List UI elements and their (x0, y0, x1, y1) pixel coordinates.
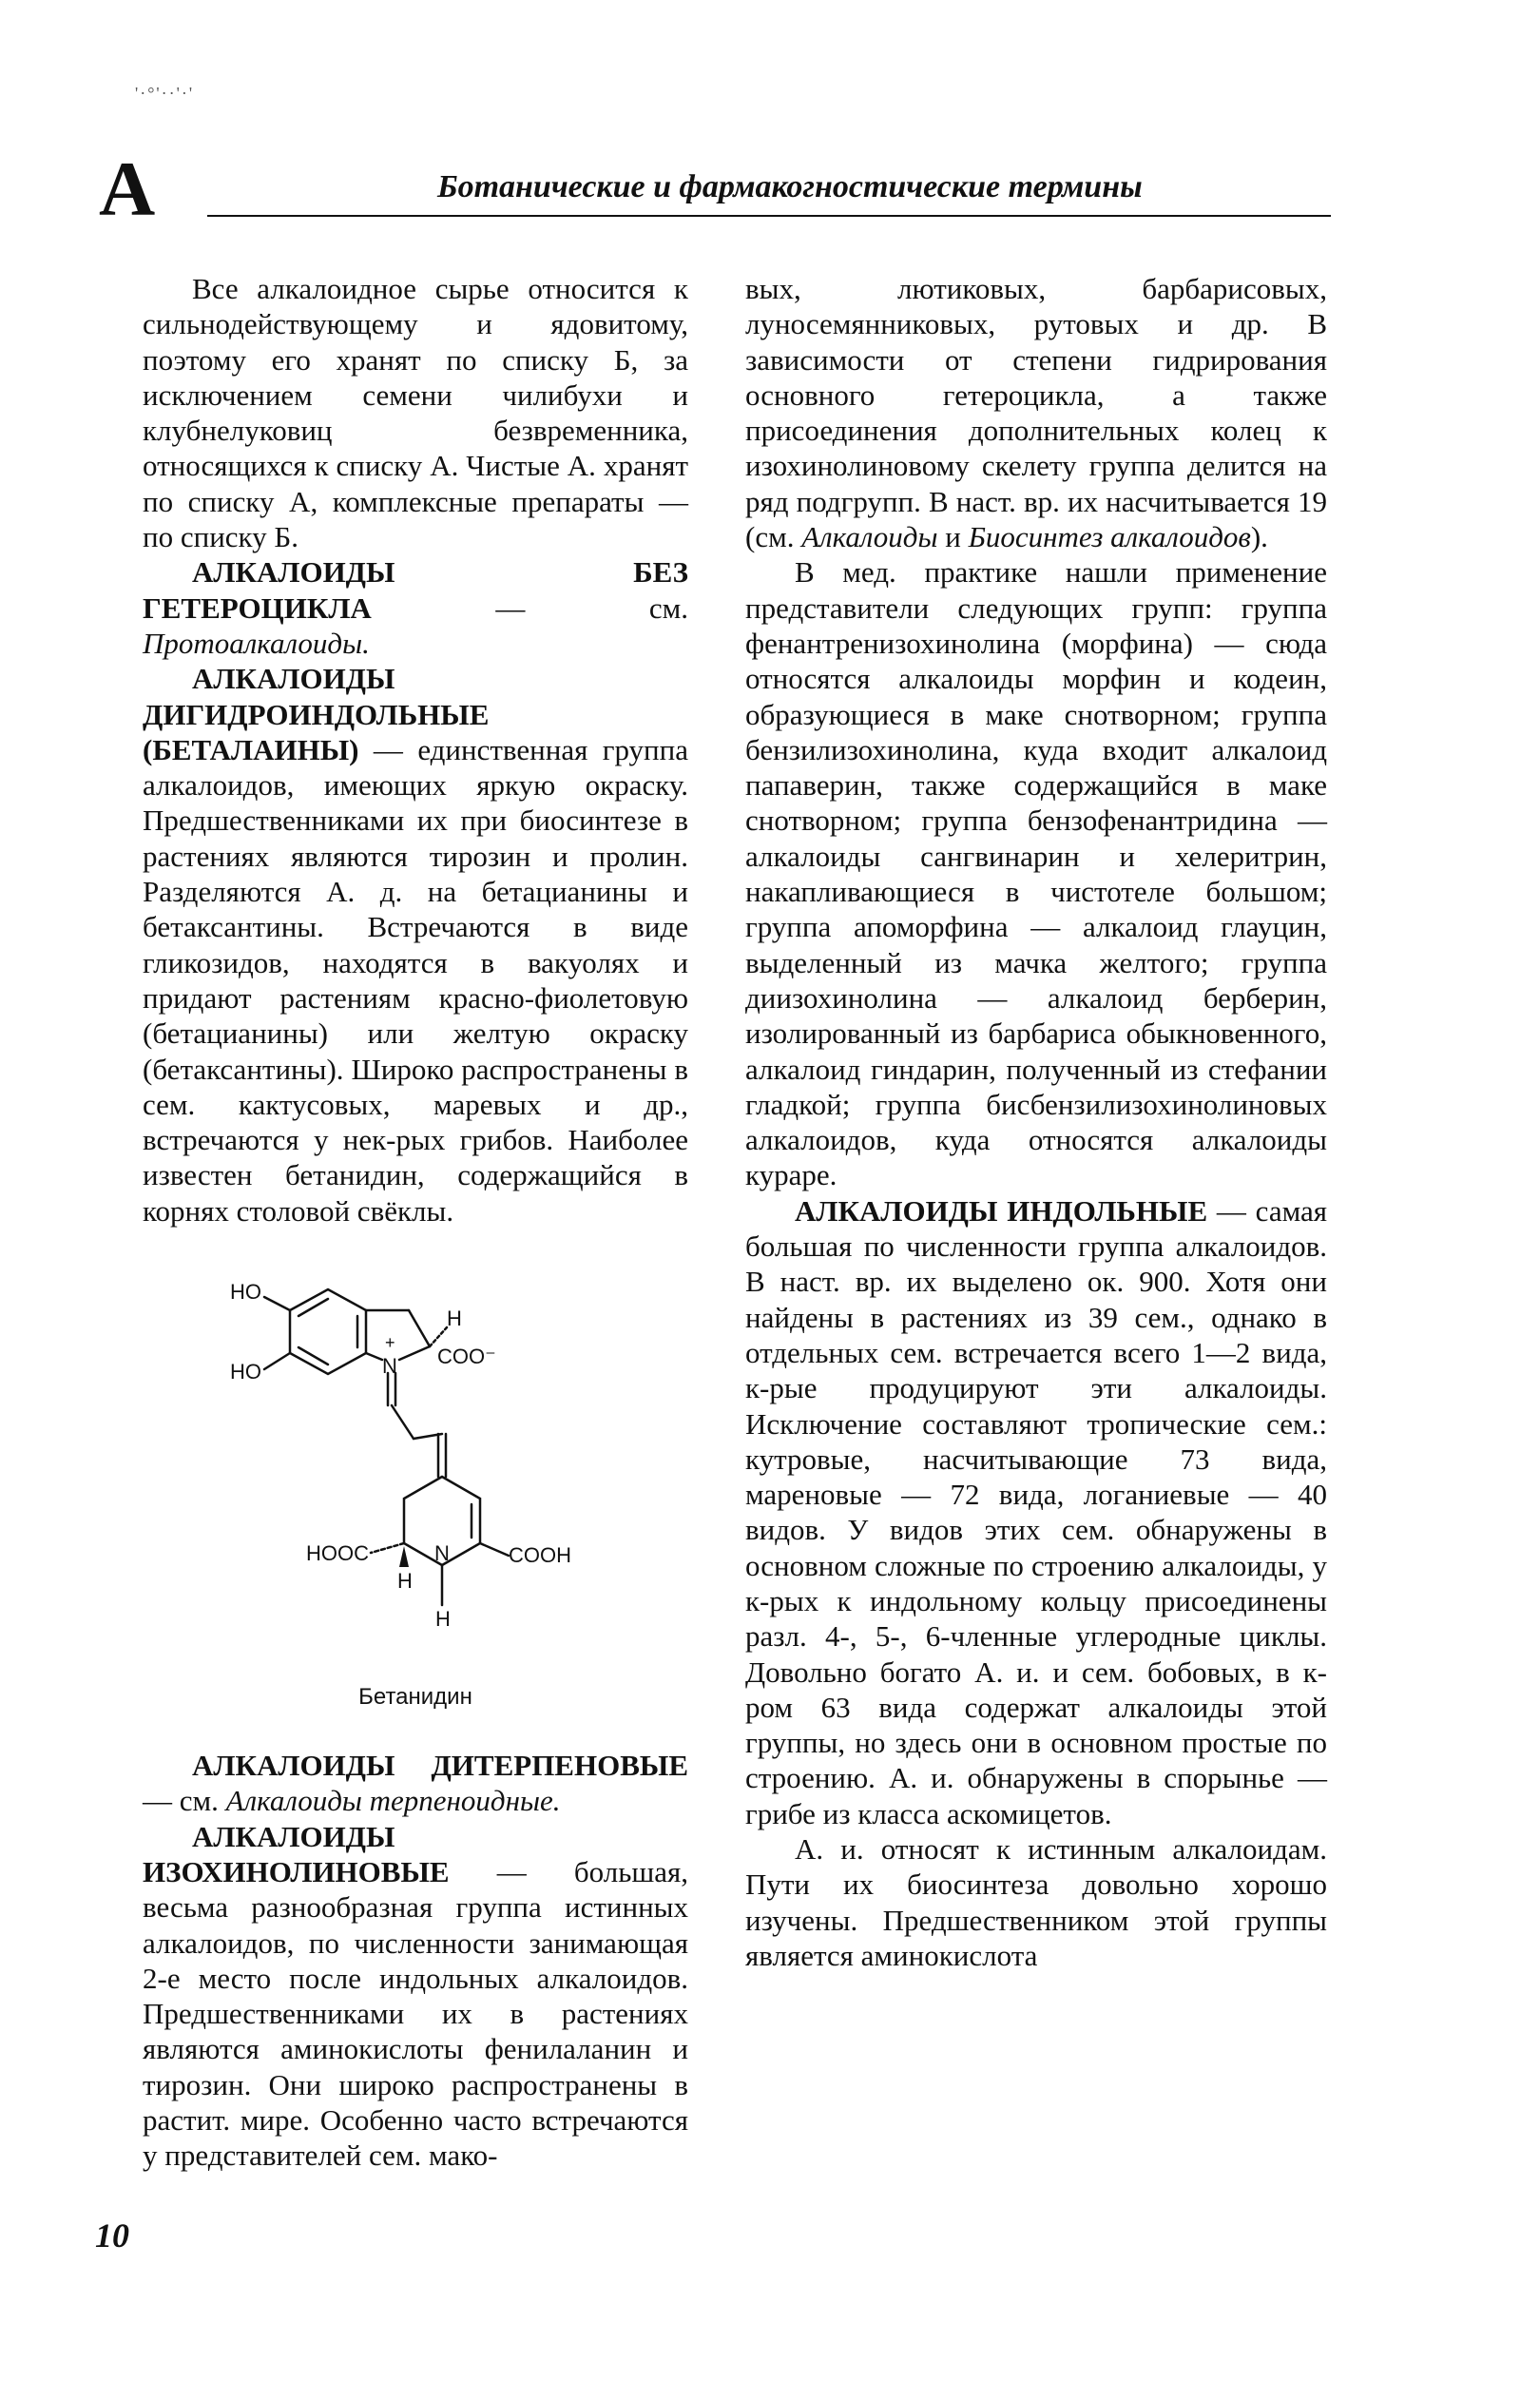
figure-caption: Бетанидин (358, 1684, 472, 1711)
charge-label: + (385, 1333, 395, 1353)
entry-term: АЛКАЛОИДЫ ИНДОЛЬНЫЕ (795, 1193, 1208, 1228)
cross-reference: Протоалкалоиды. (143, 626, 370, 660)
aromatic-double-bond (298, 1299, 328, 1316)
paragraph-text: вых, лютиковых, барбарисовых, луносемянниковых, рутовых и др. В зависимости от степени гидрирования основного гетероцикла, а также присоединения дополнительных колец к изохинолиновому скелету группа делится на ряд подгрупп. В наст. вр. их насчитывается 19 (см. (745, 272, 1327, 554)
hydrogen-label: H (397, 1569, 413, 1594)
hydrogen-label: H (447, 1306, 462, 1331)
betanidin-structure-figure (143, 1282, 688, 1748)
entry-text: — самая большая по численности группа алкалоидов. В наст. вр. их выделено ок. 900. Хотя они найдены в растениях из 39 сем., однако в отдельных сем. встречается всего 1—2 вида, к-рые продуцируют эти алкалоиды. Исключение составляют тропические сем.: кутровые, насчитывающие 73 вида, мареновые — 72 вида, логаниевые — 40 видов. У видов этих сем. обнаружены в основном сложные по строению алкалоиды, у к-рых к индольному кольцу присоединены разл. 4-, 5-, 6-членные углеродные циклы. Довольно богато А. и. и сем. бобовых, в к-ром 63 вида содержат алкалоиды этой группы, но здесь они в основном простые по строению. А. и. обнаружены в спорынье — грибе из класса аскомицетов. (745, 1193, 1327, 1830)
entry-diterpene-alkaloids (143, 1748, 688, 1819)
entry-term: АЛКАЛОИДЫ ДИГИДРОИНДОЛЬНЫЕ (БЕТАЛАИНЫ) (143, 662, 490, 766)
paragraph-medical-practice: В мед. практике нашли применение представители следующих групп: группа фенантренизохинолина (морфина) — сюда относятся алкалоиды морфин и кодеин, образующиеся в маке снотворном; группа бензилизохинолина, куда входит алкалоид папаверин, также содержащийся в маке снотворном; группа бензофенантридина — алкалоиды сангвинарин и хелеритрин, накапливающиеся в чистотеле большом; группа апоморфина — алкалоид глауцин, выделенный из мачка желтого; группа диизохинолина — алкалоид берберин, изолированный из барбариса обыкновенного, алкалоид гиндарин, полученный из стефании гладкой; группа бисбензилизохинолиновых алкалоидов, куда относятся алкалоиды кураре. (745, 555, 1327, 1192)
paragraph-text: и (937, 520, 969, 554)
betanidin-structure-diagram (219, 1282, 618, 1662)
hydroxyl-label: HO (230, 1360, 261, 1384)
entry-protoalkaloids (143, 554, 688, 661)
see-label: — см. (143, 1784, 226, 1818)
bond (399, 1346, 430, 1360)
bond (264, 1297, 290, 1310)
carboxyl-label: HOOC (306, 1541, 369, 1566)
aromatic-double-bond (298, 1347, 328, 1365)
bond (409, 1310, 430, 1346)
running-header-title: Ботанические и фармакогностические термины (437, 169, 1143, 204)
paragraph-biosynthesis: А. и. относят к истинным алкалоидам. Пути их биосинтеза довольно хорошо изучены. Предшественником этой группы является аминокислота (745, 1832, 1327, 1972)
bond (264, 1353, 290, 1369)
cross-reference: Алкалоиды (801, 520, 938, 554)
carboxylate-label: COO⁻ (437, 1345, 496, 1369)
wedge-bond (399, 1546, 409, 1567)
paragraph-isoquinoline-continued (745, 271, 1327, 554)
cross-reference: Биосинтез алкалоидов (968, 520, 1251, 554)
hashed-bond (371, 1543, 404, 1553)
paragraph-text: ). (1250, 520, 1268, 554)
hydrogen-label: H (435, 1607, 451, 1632)
hashed-bond (430, 1327, 447, 1346)
carboxyl-label: COOH (509, 1543, 571, 1568)
nitrogen-label: N (434, 1541, 450, 1566)
entry-isoquinoline-alkaloids (143, 1819, 688, 2174)
entry-text: — единственная группа алкалоидов, имеющих яркую окраску. Предшественниками их при биосинтезе в растениях являются тирозин и пролин. Разделяются А. д. на бетацианины и бетаксантины. Встречаются в виде гликозидов, находятся в вакуолях и придают растениям красно-фиолетовую (бетацианины) или желтую окраску (бетаксантины). Широко распространены в сем. кактусовых, маревых и др., встречаются у нек-рых грибов. Наиболее известен бетанидин, содержащийся в корнях столовой свёклы. (143, 732, 688, 1228)
page-number: 10 (95, 2216, 129, 2255)
entry-indole-alkaloids (745, 1193, 1327, 1831)
entry-term: АЛКАЛОИДЫ ИЗОХИНОЛИНОВЫЕ (143, 1819, 450, 1888)
left-column (143, 271, 688, 2174)
benzene-ring (290, 1289, 366, 1374)
bond (366, 1353, 382, 1360)
section-letter: А (99, 145, 156, 232)
see-label: — см. (371, 590, 688, 625)
nitrogen-label: N (382, 1354, 397, 1379)
hydroxyl-label: HO (230, 1282, 261, 1305)
entry-text: — большая, весьма разнообразная группа истинных алкалоидов, по численности занимающая 2-е место после индольных алкалоидов. Предшественниками их в растениях являются аминокислоты фенилаланин и тирозин. Они широко распространены в растит. мире. Особенно часто встречаются у представителей сем. мако- (143, 1854, 688, 2173)
right-column (745, 271, 1327, 1973)
scan-artifact: '·°'··'·' (135, 84, 195, 103)
bond (480, 1543, 509, 1556)
entry-term: АЛКАЛОИДЫ БЕЗ ГЕТЕРОЦИКЛА (143, 555, 688, 625)
entry-term: АЛКАЛОИДЫ ДИТЕРПЕНОВЫЕ (192, 1749, 688, 1783)
bond (392, 1405, 414, 1439)
cross-reference: Алкалоиды терпеноидные. (225, 1784, 561, 1818)
entry-betalains (143, 661, 688, 1229)
paragraph-storage: Все алкалоидное сырье относится к сильнодействующему и ядовитому, поэтому его хранят по списку Б, за исключением семени чилибухи и клубнелуковиц безвременника, относящихся к списку А. Чистые А. хранят по списку А, комплексные препараты — по списку Б. (143, 272, 688, 554)
header-rule (207, 215, 1331, 217)
